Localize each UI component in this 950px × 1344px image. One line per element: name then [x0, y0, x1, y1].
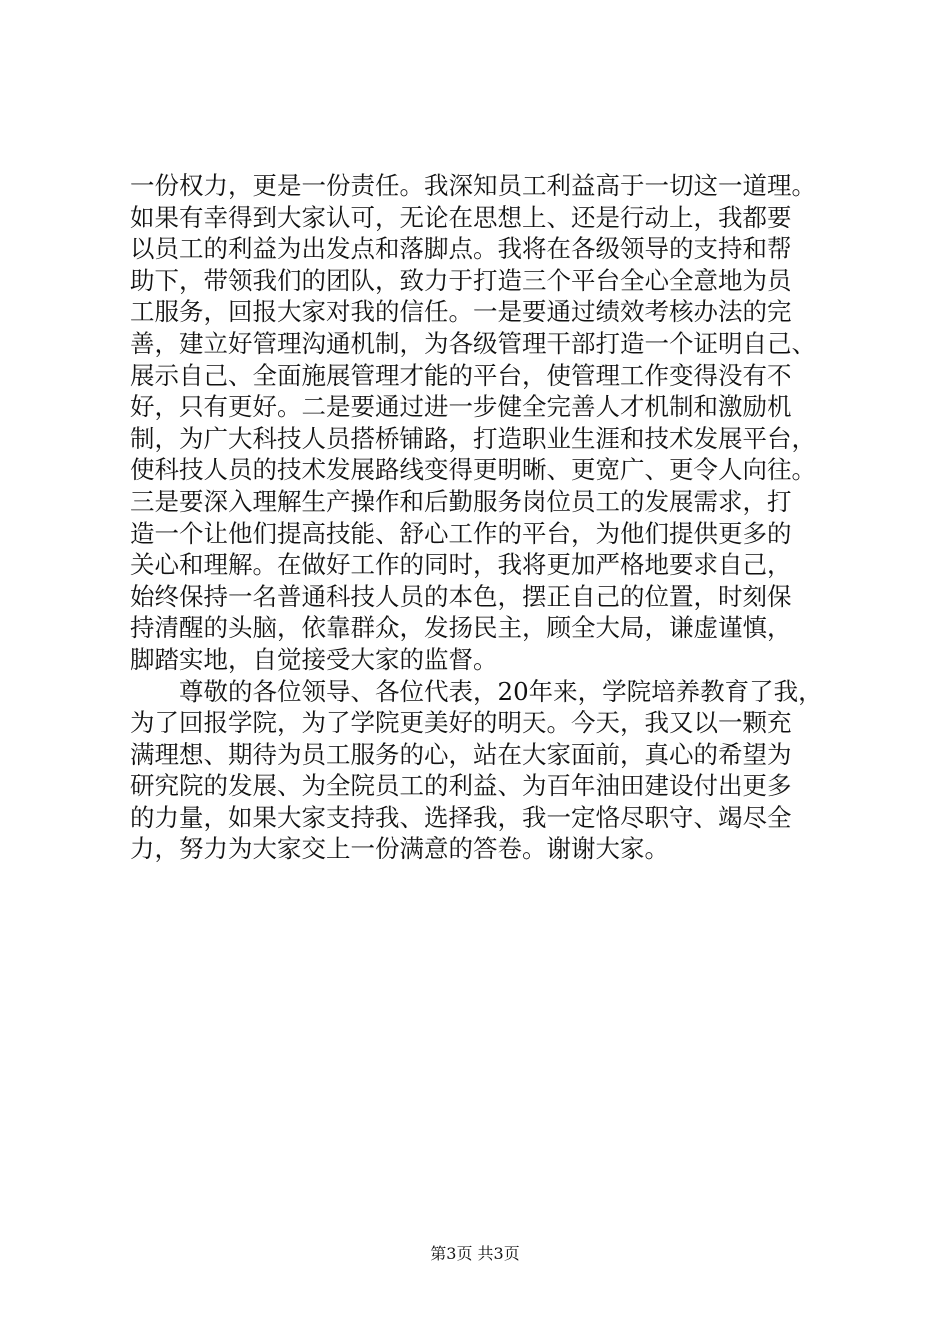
- text-line: 使科技人员的技术发展路线变得更明晰、更宽广、更令人向往。: [130, 455, 816, 485]
- text-line: 以员工的利益为出发点和落脚点。我将在各级领导的支持和帮: [130, 234, 792, 264]
- text-line: 的力量，如果大家支持我、选择我，我一定恪尽职守、竭尽全: [130, 802, 792, 832]
- page-number-footer: 第3页 共3页: [430, 1244, 520, 1263]
- body-text: [130, 170, 830, 865]
- text-line: 为了回报学院，为了学院更美好的明天。今天，我又以一颗充: [130, 708, 792, 738]
- text-line: 始终保持一名普通科技人员的本色，摆正自己的位置，时刻保: [130, 581, 792, 611]
- text-line: 善，建立好管理沟通机制，为各级管理干部打造一个证明自己、: [130, 328, 816, 358]
- text-line: 脚踏实地，自觉接受大家的监督。: [130, 644, 498, 674]
- text-line: 展示自己、全面施展管理才能的平台，使管理工作变得没有不: [130, 360, 792, 390]
- paragraph-first-line: 尊敬的各位领导、各位代表，20年来，学院培养教育了我，: [179, 676, 823, 706]
- text-line: 制，为广大科技人员搭桥铺路，打造职业生涯和技术发展平台，: [130, 423, 816, 453]
- text-line: 力，努力为大家交上一份满意的答卷。谢谢大家。: [130, 834, 669, 864]
- text-line: 研究院的发展、为全院员工的利益、为百年油田建设付出更多: [130, 771, 792, 801]
- text-line: 工服务，回报大家对我的信任。一是要通过绩效考核办法的完: [130, 297, 792, 327]
- text-line: 关心和理解。在做好工作的同时，我将更加严格地要求自己，: [130, 550, 792, 580]
- text-line: 持清醒的头脑，依靠群众，发扬民主，顾全大局，谦虚谨慎，: [130, 613, 792, 643]
- text-line: 一份权力，更是一份责任。我深知员工利益高于一切这一道理。: [130, 171, 816, 200]
- text-line: 满理想、期待为员工服务的心，站在大家面前，真心的希望为: [130, 739, 792, 769]
- text-line: 助下，带领我们的团队，致力于打造三个平台全心全意地为员: [130, 265, 792, 295]
- text-line: 如果有幸得到大家认可，无论在思想上、还是行动上，我都要: [130, 202, 792, 232]
- text-line: 三是要深入理解生产操作和后勤服务岗位员工的发展需求，打: [130, 486, 792, 516]
- text-line: 好，只有更好。二是要通过进一步健全完善人才机制和激励机: [130, 392, 792, 422]
- text-line: 造一个让他们提高技能、舒心工作的平台，为他们提供更多的: [130, 518, 792, 548]
